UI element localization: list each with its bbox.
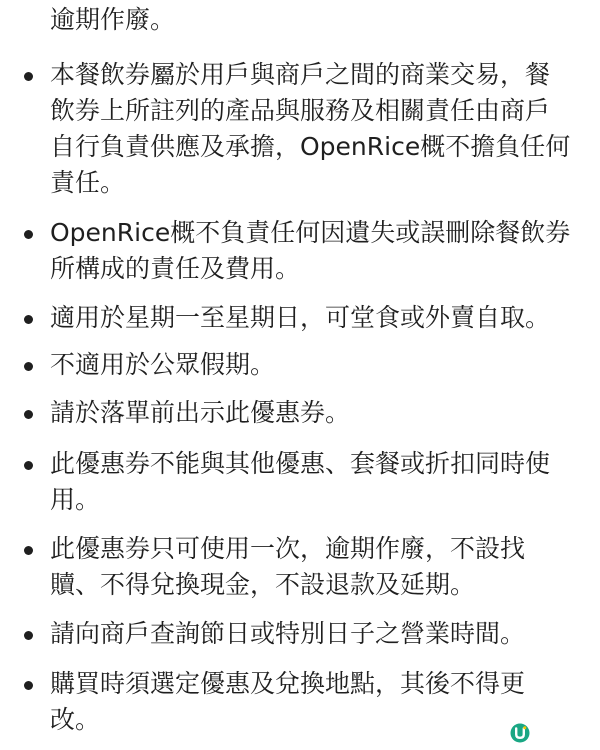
term-line: 改。 <box>50 705 101 734</box>
term-text <box>50 666 580 738</box>
term-text <box>50 57 580 201</box>
term-text <box>50 215 580 287</box>
bullet-icon <box>24 681 33 690</box>
bullet-icon <box>24 461 33 470</box>
term-line: 用。 <box>50 485 101 514</box>
term-text <box>50 446 580 518</box>
bullet-icon <box>24 362 33 371</box>
bullet-icon <box>24 72 33 81</box>
bullet-icon <box>24 631 33 640</box>
term-line: 責任。 <box>50 168 126 197</box>
term-text <box>50 395 580 431</box>
bullet-icon <box>24 315 33 324</box>
term-line: 此優惠券只可使用一次，逾期作廢，不設找 <box>50 534 526 563</box>
term-line: 不適用於公眾假期。 <box>50 350 276 379</box>
term-line: 自行負責供應及承擔，OpenRice概不擔負任何 <box>50 132 571 161</box>
term-line: 飲券上所註列的產品與服務及相關責任由商戶 <box>50 96 551 125</box>
term-text <box>50 616 580 652</box>
bullet-icon <box>24 230 33 239</box>
term-line: 適用於星期一至星期日，可堂食或外賣自取。 <box>50 303 551 332</box>
continuation-text: 逾期作廢。 <box>50 5 176 34</box>
term-line: 本餐飲券屬於用戶與商戶之間的商業交易，餐 <box>50 60 551 89</box>
term-line: OpenRice概不負責任何因遺失或誤刪除餐飲券 <box>50 218 571 247</box>
term-line: 此優惠券不能與其他優惠、套餐或折扣同時使 <box>50 449 551 478</box>
term-text <box>50 347 580 383</box>
term-line: 贖、不得兌換現金，不設退款及延期。 <box>50 570 476 599</box>
term-text <box>50 300 580 336</box>
bullet-icon <box>24 546 33 555</box>
term-line: 請於落單前出示此優惠券。 <box>50 398 351 427</box>
term-text <box>50 531 580 603</box>
term-line: 請向商戶查詢節日或特別日子之營業時間。 <box>50 619 526 648</box>
openrice-u-logo-icon <box>510 723 530 743</box>
term-line: 購買時須選定優惠及兌換地點，其後不得更 <box>50 669 526 698</box>
bullet-icon <box>24 410 33 419</box>
term-line: 所構成的責任及費用。 <box>50 254 301 283</box>
